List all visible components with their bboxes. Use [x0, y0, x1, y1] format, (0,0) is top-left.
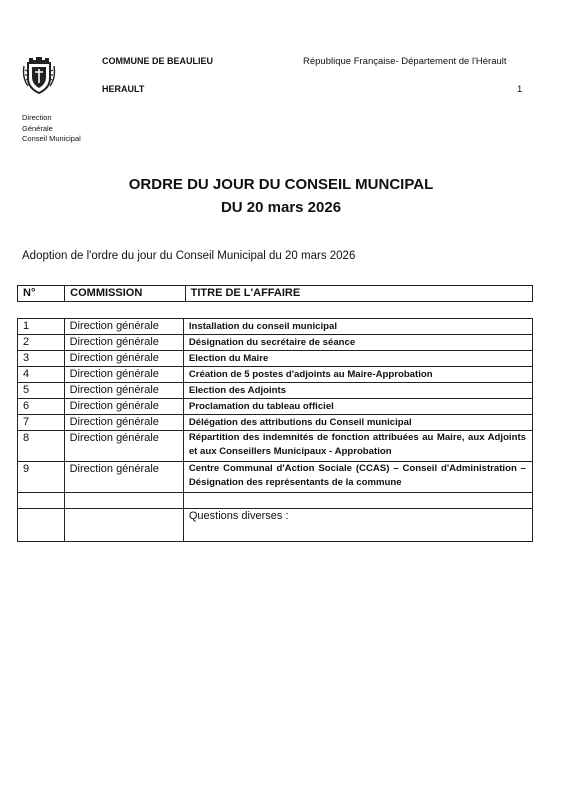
table-row — [18, 319, 533, 335]
table-row — [18, 383, 533, 399]
table-row-questions — [18, 509, 533, 542]
row-num: 3 — [18, 351, 65, 367]
questions-diverses: Questions diverses : — [183, 509, 532, 542]
row-titre: Election des Adjoints — [183, 383, 532, 399]
row-commission: Direction générale — [64, 335, 183, 351]
table-row — [18, 415, 533, 431]
row-num: 8 — [18, 431, 65, 462]
document-title: ORDRE DU JOUR DU CONSEIL MUNCIPAL — [128, 176, 434, 193]
coat-of-arms-icon — [22, 52, 56, 96]
row-titre: Répartition des indemnités de fonction attribuées au Maire, aux Adjoints et aux Conseillers Municipaux - Approbation — [183, 431, 532, 462]
row-num: 5 — [18, 383, 65, 399]
row-commission-empty — [64, 493, 183, 509]
table-row — [18, 399, 533, 415]
row-num: 6 — [18, 399, 65, 415]
row-num-empty — [18, 509, 65, 542]
commune-name: COMMUNE DE BEAULIEU — [102, 56, 214, 66]
table-row — [18, 335, 533, 351]
row-num: 4 — [18, 367, 65, 383]
row-num: 2 — [18, 335, 65, 351]
row-commission: Direction générale — [64, 399, 183, 415]
row-commission-empty — [64, 509, 183, 542]
republique-heading: République Française- Département de l'Hérault — [303, 56, 507, 67]
header-num: N° — [18, 286, 65, 302]
row-commission: Direction générale — [64, 415, 183, 431]
table-row — [18, 367, 533, 383]
row-num: 9 — [18, 462, 65, 493]
table-header — [17, 285, 533, 302]
header-titre: TITRE DE L'AFFAIRE — [185, 286, 532, 302]
row-titre-empty — [183, 493, 532, 509]
service-line: Direction — [22, 113, 52, 122]
service-block — [22, 113, 81, 145]
row-titre: Proclamation du tableau officiel — [183, 399, 532, 415]
row-commission: Direction générale — [64, 383, 183, 399]
row-titre: Création de 5 postes d'adjoints au Maire-Approbation — [183, 367, 532, 383]
row-titre: Centre Communal d'Action Sociale (CCAS) – Conseil d'Administration – Désignation des représentants de la commune — [183, 462, 532, 493]
service-line: Générale — [22, 123, 53, 133]
document-date: DU 20 mars 2026 — [220, 199, 342, 216]
adoption-text: Adoption de l'ordre du jour du Conseil Municipal du 20 mars 2026 — [22, 250, 356, 262]
header-commission: COMMISSION — [65, 286, 185, 302]
row-num: 7 — [18, 415, 65, 431]
row-titre: Délégation des attributions du Conseil municipal — [183, 415, 532, 431]
table-row — [18, 431, 533, 462]
row-num: 1 — [18, 319, 65, 335]
row-commission: Direction générale — [64, 431, 183, 462]
table-row — [18, 462, 533, 493]
row-commission: Direction générale — [64, 351, 183, 367]
row-titre: Installation du conseil municipal — [183, 319, 532, 335]
table-row-empty — [18, 493, 533, 509]
department-name: HERAULT — [102, 84, 145, 94]
row-num-empty — [18, 493, 65, 509]
row-commission: Direction générale — [64, 367, 183, 383]
row-commission: Direction générale — [64, 462, 183, 493]
agenda-table — [17, 318, 533, 542]
row-titre: Election du Maire — [183, 351, 532, 367]
page-number: 1 — [517, 84, 523, 95]
table-row — [18, 351, 533, 367]
service-line: Conseil Municipal — [22, 134, 81, 143]
row-titre: Désignation du secrétaire de séance — [183, 335, 532, 351]
row-commission: Direction générale — [64, 319, 183, 335]
